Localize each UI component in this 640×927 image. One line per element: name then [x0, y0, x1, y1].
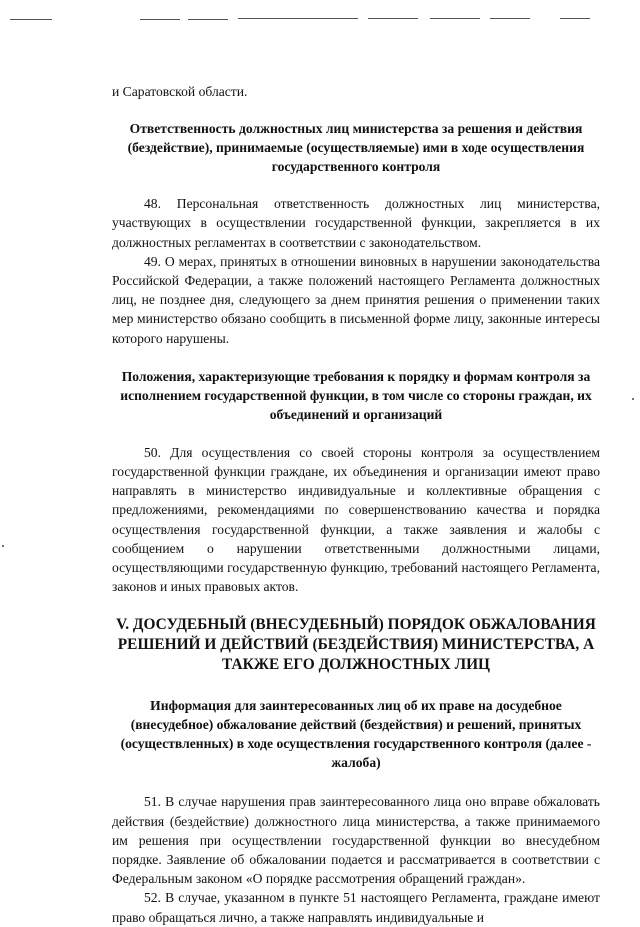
scan-speck: [2, 545, 4, 547]
heading-control: Положения, характеризующие требования к порядку и формам контроля за исполнением государственной функции, в том числе со стороны граждан, их объединений и организаций: [120, 368, 592, 422]
heading-responsibility: Ответственность должностных лиц министерства за решения и действия (бездействие), принимаемые (осуществляемые) ими в ходе осуществления государственного контроля: [127, 121, 585, 175]
paragraph-52: 52. В случае, указанном в пункте 51 настоящего Регламента, граждане имеют право обращаться лично, а также направлять индивидуальные и: [112, 890, 600, 925]
scan-rule: [490, 18, 530, 19]
document-page: [112, 82, 600, 927]
scan-speck: [632, 398, 634, 400]
scan-rule: [188, 19, 228, 20]
scan-rule: [238, 18, 358, 19]
paragraph-51: 51. В случае нарушения прав заинтересованного лица оно вправе обжаловать действия (бездействие) должностного лица министерства, а также принимаемого им решения при осуществлении государственной функции во внесудебном порядке. Заявление об обжаловании подается и рассматривается в соответствии с Федеральным законом «О порядке рассмотрения обращений граждан».: [112, 794, 600, 887]
paragraph-50: 50. Для осуществления со своей стороны контроля за осуществлением государственной функции граждане, их объединения и организации имеют право направлять в министерство индивидуальные и коллективные обращения с предложениями, рекомендациями по совершенствованию качества и порядка осуществления государственной функции, а также заявления и жалобы с сообщением о нарушении ответственными должностными лицами, осуществляющими государственную функцию, требований настоящего Регламента, законов и иных правовых актов.: [112, 444, 600, 595]
scan-rule: [560, 18, 590, 19]
scan-rule: [140, 19, 180, 20]
intro-text: и Саратовской области.: [112, 84, 248, 99]
heading-information: Информация для заинтересованных лиц об их праве на досудебное (внесудебное) обжалование действий (бездействия) и решений, принятых (осуществленных) в ходе осуществления государственного контроля (далее - жалоба): [120, 698, 592, 771]
paragraph-49: 49. О мерах, принятых в отношении виновных в нарушении законодательства Российской Федерации, а также положений настоящего Регламента должностных лиц, не позднее дня, следующего за днем принятия решения о применении таких мер министерство обязано сообщить в письменной форме лицу, законные интересы которого нарушены.: [112, 253, 600, 346]
paragraph-48: 48. Персональная ответственность должностных лиц министерства, участвующих в осуществлении государственной функции, закрепляется в их должностных регламентах в соответствии с законодательством.: [112, 196, 600, 250]
section-v-title: V. ДОСУДЕБНЫЙ (ВНЕСУДЕБНЫЙ) ПОРЯДОК ОБЖАЛОВАНИЯ РЕШЕНИЙ И ДЕЙСТВИЙ (БЕЗДЕЙСТВИЯ) МИНИСТЕРСТВА, А ТАКЖЕ ЕГО ДОЛЖНОСТНЫХ ЛИЦ: [116, 616, 596, 674]
scan-rule: [430, 18, 480, 19]
scan-rule: [10, 19, 52, 20]
scan-rule: [368, 18, 418, 19]
